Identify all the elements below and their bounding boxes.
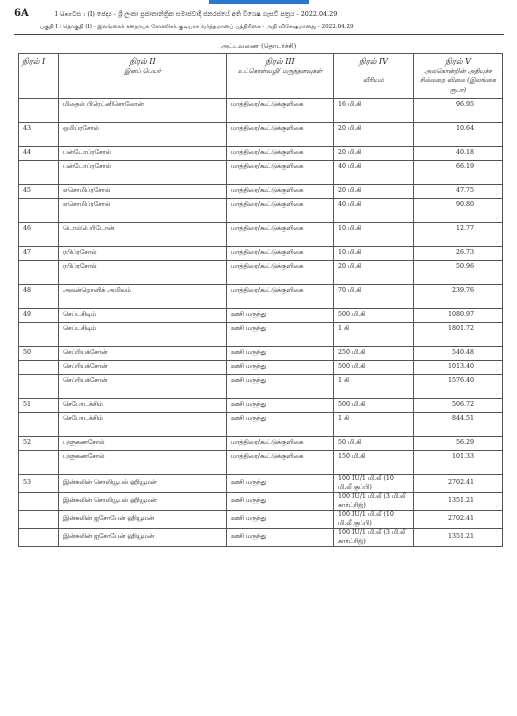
spacer-cell	[19, 426, 59, 437]
route-cell: மாத்திரை/கூட்டுக்குளிகை	[227, 285, 334, 299]
item-number-cell: 48	[19, 285, 59, 299]
strength-cell: 1 கி	[334, 413, 414, 427]
table-row	[19, 493, 503, 511]
table-row	[19, 361, 503, 375]
table-row	[19, 147, 503, 161]
spacer-cell	[227, 336, 334, 347]
spacer-row	[19, 388, 503, 399]
spacer-cell	[414, 426, 503, 437]
spacer-row	[19, 464, 503, 475]
table-row	[19, 285, 503, 299]
table-row	[19, 511, 503, 529]
item-number-cell	[19, 493, 59, 511]
strength-cell: 20 மி.கி	[334, 261, 414, 275]
drug-price-table	[18, 53, 503, 547]
spacer-cell	[334, 336, 414, 347]
spacer-row	[19, 112, 503, 123]
route-cell: ஊசி மருந்து	[227, 375, 334, 389]
spacer-cell	[59, 136, 227, 147]
item-number-cell	[19, 99, 59, 113]
spacer-cell	[59, 336, 227, 347]
table-row	[19, 347, 503, 361]
price-cell: 1801.72	[414, 323, 503, 337]
spacer-cell	[227, 298, 334, 309]
table-row	[19, 529, 503, 547]
spacer-cell	[59, 212, 227, 223]
table-row	[19, 437, 503, 451]
route-cell: ஊசி மருந்து	[227, 323, 334, 337]
spacer-cell	[227, 426, 334, 437]
drug-name-cell: எசொமிப்ரசோல்	[59, 199, 227, 213]
spacer-cell	[19, 274, 59, 285]
route-cell: ஊசி மருந்து	[227, 309, 334, 323]
item-number-cell: 53	[19, 475, 59, 493]
spacer-cell	[19, 336, 59, 347]
spacer-cell	[19, 464, 59, 475]
page-number: 6A	[14, 8, 29, 19]
item-number-cell: 51	[19, 399, 59, 413]
route-cell: மாத்திரை/கூட்டுக்குளிகை	[227, 223, 334, 237]
table-row	[19, 399, 503, 413]
table-body	[19, 99, 503, 547]
spacer-cell	[227, 274, 334, 285]
spacer-cell	[414, 464, 503, 475]
strength-cell: 16 மி.கி	[334, 99, 414, 113]
price-cell: 239.76	[414, 285, 503, 299]
column-header-3: நிரல் III உட்கொள்வழி/ மருந்தளவுகள்	[227, 54, 334, 99]
spacer-cell	[227, 236, 334, 247]
spacer-cell	[59, 426, 227, 437]
item-number-cell	[19, 199, 59, 213]
drug-name-cell: செபோடக்சிம்	[59, 413, 227, 427]
route-cell: ஊசி மருந்து	[227, 413, 334, 427]
route-cell: மாத்திரை/கூட்டுக்குளிகை	[227, 247, 334, 261]
spacer-cell	[334, 274, 414, 285]
spacer-cell	[19, 388, 59, 399]
table-row	[19, 123, 503, 137]
drug-name-cell: புளுகணசோல்	[59, 451, 227, 465]
route-cell: மாத்திரை/கூட்டுக்குளிகை	[227, 185, 334, 199]
column-header-1: நிரல் I	[19, 54, 59, 99]
strength-cell: 100 IU/1 மி.லீ (10 மி.லீ குப்பி)	[334, 511, 414, 529]
price-cell: 1351.21	[414, 529, 503, 547]
price-cell: 1080.97	[414, 309, 503, 323]
strength-cell: 10 மி.கி	[334, 247, 414, 261]
spacer-cell	[414, 274, 503, 285]
strength-cell: 50 மி.கி	[334, 437, 414, 451]
spacer-cell	[227, 112, 334, 123]
spacer-row	[19, 336, 503, 347]
spacer-cell	[59, 174, 227, 185]
drug-name-cell: புளுகணசோல்	[59, 437, 227, 451]
spacer-cell	[334, 388, 414, 399]
drug-name-cell: செபோடக்சிம்	[59, 399, 227, 413]
spacer-cell	[59, 112, 227, 123]
item-number-cell: 45	[19, 185, 59, 199]
spacer-cell	[414, 174, 503, 185]
spacer-row	[19, 426, 503, 437]
strength-cell: 1 கி	[334, 323, 414, 337]
drug-name-cell: இன்சுலின் ஐசோபேன் ஹியூமன்	[59, 511, 227, 529]
price-cell: 1576.40	[414, 375, 503, 389]
item-number-cell: 50	[19, 347, 59, 361]
spacer-cell	[227, 212, 334, 223]
spacer-cell	[19, 236, 59, 247]
route-cell: மாத்திரை/கூட்டுக்குளிகை	[227, 199, 334, 213]
drug-name-cell: செப்ரியக்சோன்	[59, 375, 227, 389]
spacer-row	[19, 274, 503, 285]
drug-name-cell: ஒமிப்ரசோல்	[59, 123, 227, 137]
table-row	[19, 185, 503, 199]
price-cell: 40.18	[414, 147, 503, 161]
item-number-cell: 44	[19, 147, 59, 161]
strength-cell: 100 IU/1 மி.லீ (3 மி.லீ கார்ட்ரிஜ்)	[334, 493, 414, 511]
price-cell: 1351.21	[414, 493, 503, 511]
strength-cell: 40 மி.கி	[334, 161, 414, 175]
drug-name-cell: எசொமிப்ரசோல்	[59, 185, 227, 199]
table-row	[19, 413, 503, 427]
price-cell: 2702.41	[414, 475, 503, 493]
drug-name-cell: செப்டசிடிம்	[59, 323, 227, 337]
route-cell: ஊசி மருந்து	[227, 475, 334, 493]
spacer-cell	[19, 212, 59, 223]
route-cell: ஊசி மருந்து	[227, 399, 334, 413]
drug-name-cell: அலன்றொனிக் அமிலம்	[59, 285, 227, 299]
item-number-cell	[19, 451, 59, 465]
table-row	[19, 247, 503, 261]
table-row	[19, 261, 503, 275]
spacer-cell	[334, 236, 414, 247]
route-cell: ஊசி மருந்து	[227, 493, 334, 511]
spacer-cell	[227, 136, 334, 147]
spacer-cell	[59, 236, 227, 247]
price-cell: 50.96	[414, 261, 503, 275]
item-number-cell	[19, 529, 59, 547]
price-cell: 844.51	[414, 413, 503, 427]
price-cell: 90.80	[414, 199, 503, 213]
strength-cell: 100 IU/1 மி.லீ (3 மி.லீ கார்ட்ரிஜ்)	[334, 529, 414, 547]
route-cell: ஊசி மருந்து	[227, 529, 334, 547]
route-cell: மாத்திரை/கூட்டுக்குளிகை	[227, 451, 334, 465]
strength-cell: 40 மி.கி	[334, 199, 414, 213]
price-cell: 26.73	[414, 247, 503, 261]
price-cell: 56.29	[414, 437, 503, 451]
price-cell: 47.75	[414, 185, 503, 199]
spacer-cell	[19, 112, 59, 123]
route-cell: ஊசி மருந்து	[227, 347, 334, 361]
drug-name-cell: மிதைல் பிரெட்னிசொலோன்	[59, 99, 227, 113]
route-cell: மாத்திரை/கூட்டுக்குளிகை	[227, 99, 334, 113]
spacer-cell	[414, 236, 503, 247]
strength-cell: 500 மி.கி	[334, 309, 414, 323]
drug-name-cell: செப்ரியக்சோன்	[59, 347, 227, 361]
drug-name-cell: செப்டசிடிம்	[59, 309, 227, 323]
spacer-cell	[59, 274, 227, 285]
spacer-cell	[19, 174, 59, 185]
spacer-cell	[334, 464, 414, 475]
price-cell: 12.77	[414, 223, 503, 237]
strength-cell: 150 மி.கி	[334, 451, 414, 465]
gazette-header-sinhala: I கொටස : (I) ජෙද්‍ය - ශ්‍රී ලංකා ප්‍රජාතාන්ත්‍රික සමාජවාදී ජනරජයේ අති විශෙෂ ගැසට් පත්‍රය - 2022.04.29	[55, 10, 338, 18]
drug-name-cell: செப்ரியக்சோன்	[59, 361, 227, 375]
item-number-cell: 46	[19, 223, 59, 237]
table-row	[19, 161, 503, 175]
item-number-cell: 47	[19, 247, 59, 261]
spacer-cell	[59, 464, 227, 475]
route-cell: மாத்திரை/கூட்டுக்குளிகை	[227, 161, 334, 175]
item-number-cell	[19, 511, 59, 529]
spacer-row	[19, 136, 503, 147]
table-row	[19, 375, 503, 389]
strength-cell: 10 மி.கி	[334, 223, 414, 237]
spacer-cell	[414, 212, 503, 223]
column-header-5: நிரல் V அலகொன்றின் அதியுச்ச சில்லறை விலை (இலங்கை ரூபா)	[414, 54, 503, 99]
strength-cell: 20 மி.கி	[334, 185, 414, 199]
item-number-cell	[19, 261, 59, 275]
column-header-4: நிரல் IV வீரியம்	[334, 54, 414, 99]
drug-name-cell: இன்சுலின் ஐசோபேன் ஹியூமன்	[59, 529, 227, 547]
spacer-row	[19, 298, 503, 309]
table-row	[19, 309, 503, 323]
drug-name-cell: ரபிப்ரசோல்	[59, 247, 227, 261]
gazette-header-tamil: பகுதி I : தொகுதி (I) - இலங்கைச் சனநாயக சோசலிசக் குடியரசு வர்த்தமானப் பத்திரிகை - அதி விசேஷமானது - 2022.04.29	[40, 24, 354, 30]
spacer-cell	[334, 174, 414, 185]
item-number-cell	[19, 361, 59, 375]
strength-cell: 70 மி.கி	[334, 285, 414, 299]
spacer-cell	[334, 212, 414, 223]
route-cell: ஊசி மருந்து	[227, 511, 334, 529]
item-number-cell: 49	[19, 309, 59, 323]
spacer-cell	[334, 112, 414, 123]
spacer-cell	[414, 112, 503, 123]
spacer-cell	[19, 298, 59, 309]
drug-name-cell: ரபிப்ரசோல்	[59, 261, 227, 275]
spacer-cell	[334, 426, 414, 437]
price-cell: 66.19	[414, 161, 503, 175]
item-number-cell	[19, 413, 59, 427]
item-number-cell: 43	[19, 123, 59, 137]
spacer-cell	[19, 136, 59, 147]
spacer-cell	[414, 136, 503, 147]
spacer-cell	[334, 136, 414, 147]
price-cell: 540.48	[414, 347, 503, 361]
drug-name-cell: இன்சுலின் சொலியூபல் ஹியூமன்	[59, 475, 227, 493]
table-row	[19, 323, 503, 337]
price-cell: 10.64	[414, 123, 503, 137]
table-row	[19, 475, 503, 493]
spacer-cell	[227, 174, 334, 185]
drug-name-cell: இன்சுலின் சொலியூபல் ஹியூமன்	[59, 493, 227, 511]
spacer-cell	[227, 464, 334, 475]
price-cell: 96.95	[414, 99, 503, 113]
item-number-cell	[19, 323, 59, 337]
route-cell: ஊசி மருந்து	[227, 361, 334, 375]
spacer-cell	[334, 298, 414, 309]
strength-cell: 100 IU/1 மி.லீ (10 மி.லீ குப்பி)	[334, 475, 414, 493]
item-number-cell	[19, 375, 59, 389]
price-cell: 1013.40	[414, 361, 503, 375]
strength-cell: 500 மி.கி	[334, 399, 414, 413]
viewer-top-bar	[209, 0, 309, 4]
route-cell: மாத்திரை/கூட்டுக்குளிகை	[227, 123, 334, 137]
drug-name-cell: டொம்பெரிடோன்	[59, 223, 227, 237]
table-row	[19, 223, 503, 237]
route-cell: மாத்திரை/கூட்டுக்குளிகை	[227, 437, 334, 451]
spacer-cell	[414, 298, 503, 309]
spacer-cell	[414, 388, 503, 399]
price-cell: 101.33	[414, 451, 503, 465]
route-cell: மாத்திரை/கூட்டுக்குளிகை	[227, 147, 334, 161]
strength-cell: 250 மி.கி	[334, 347, 414, 361]
table-row	[19, 199, 503, 213]
spacer-cell	[59, 298, 227, 309]
schedule-subtitle: அட்டவணை (தொடர்ச்சி)	[220, 42, 297, 50]
price-cell: 506.72	[414, 399, 503, 413]
strength-cell: 20 மி.கி	[334, 147, 414, 161]
drug-name-cell: பன்டோப்ரசோல்	[59, 147, 227, 161]
strength-cell: 1 கி	[334, 375, 414, 389]
strength-cell: 500 மி.கி	[334, 361, 414, 375]
spacer-row	[19, 236, 503, 247]
table-header-row	[19, 54, 503, 99]
table-row	[19, 451, 503, 465]
spacer-row	[19, 212, 503, 223]
spacer-row	[19, 174, 503, 185]
strength-cell: 20 மி.கி	[334, 123, 414, 137]
price-cell: 2702.41	[414, 511, 503, 529]
spacer-cell	[59, 388, 227, 399]
column-header-2: நிரல் II இனப் பெயர்	[59, 54, 227, 99]
item-number-cell	[19, 161, 59, 175]
route-cell: மாத்திரை/கூட்டுக்குளிகை	[227, 261, 334, 275]
item-number-cell: 52	[19, 437, 59, 451]
drug-name-cell: பன்டோப்ரசோல்	[59, 161, 227, 175]
spacer-cell	[227, 388, 334, 399]
spacer-cell	[414, 336, 503, 347]
header-rule	[14, 34, 504, 35]
table-row	[19, 99, 503, 113]
